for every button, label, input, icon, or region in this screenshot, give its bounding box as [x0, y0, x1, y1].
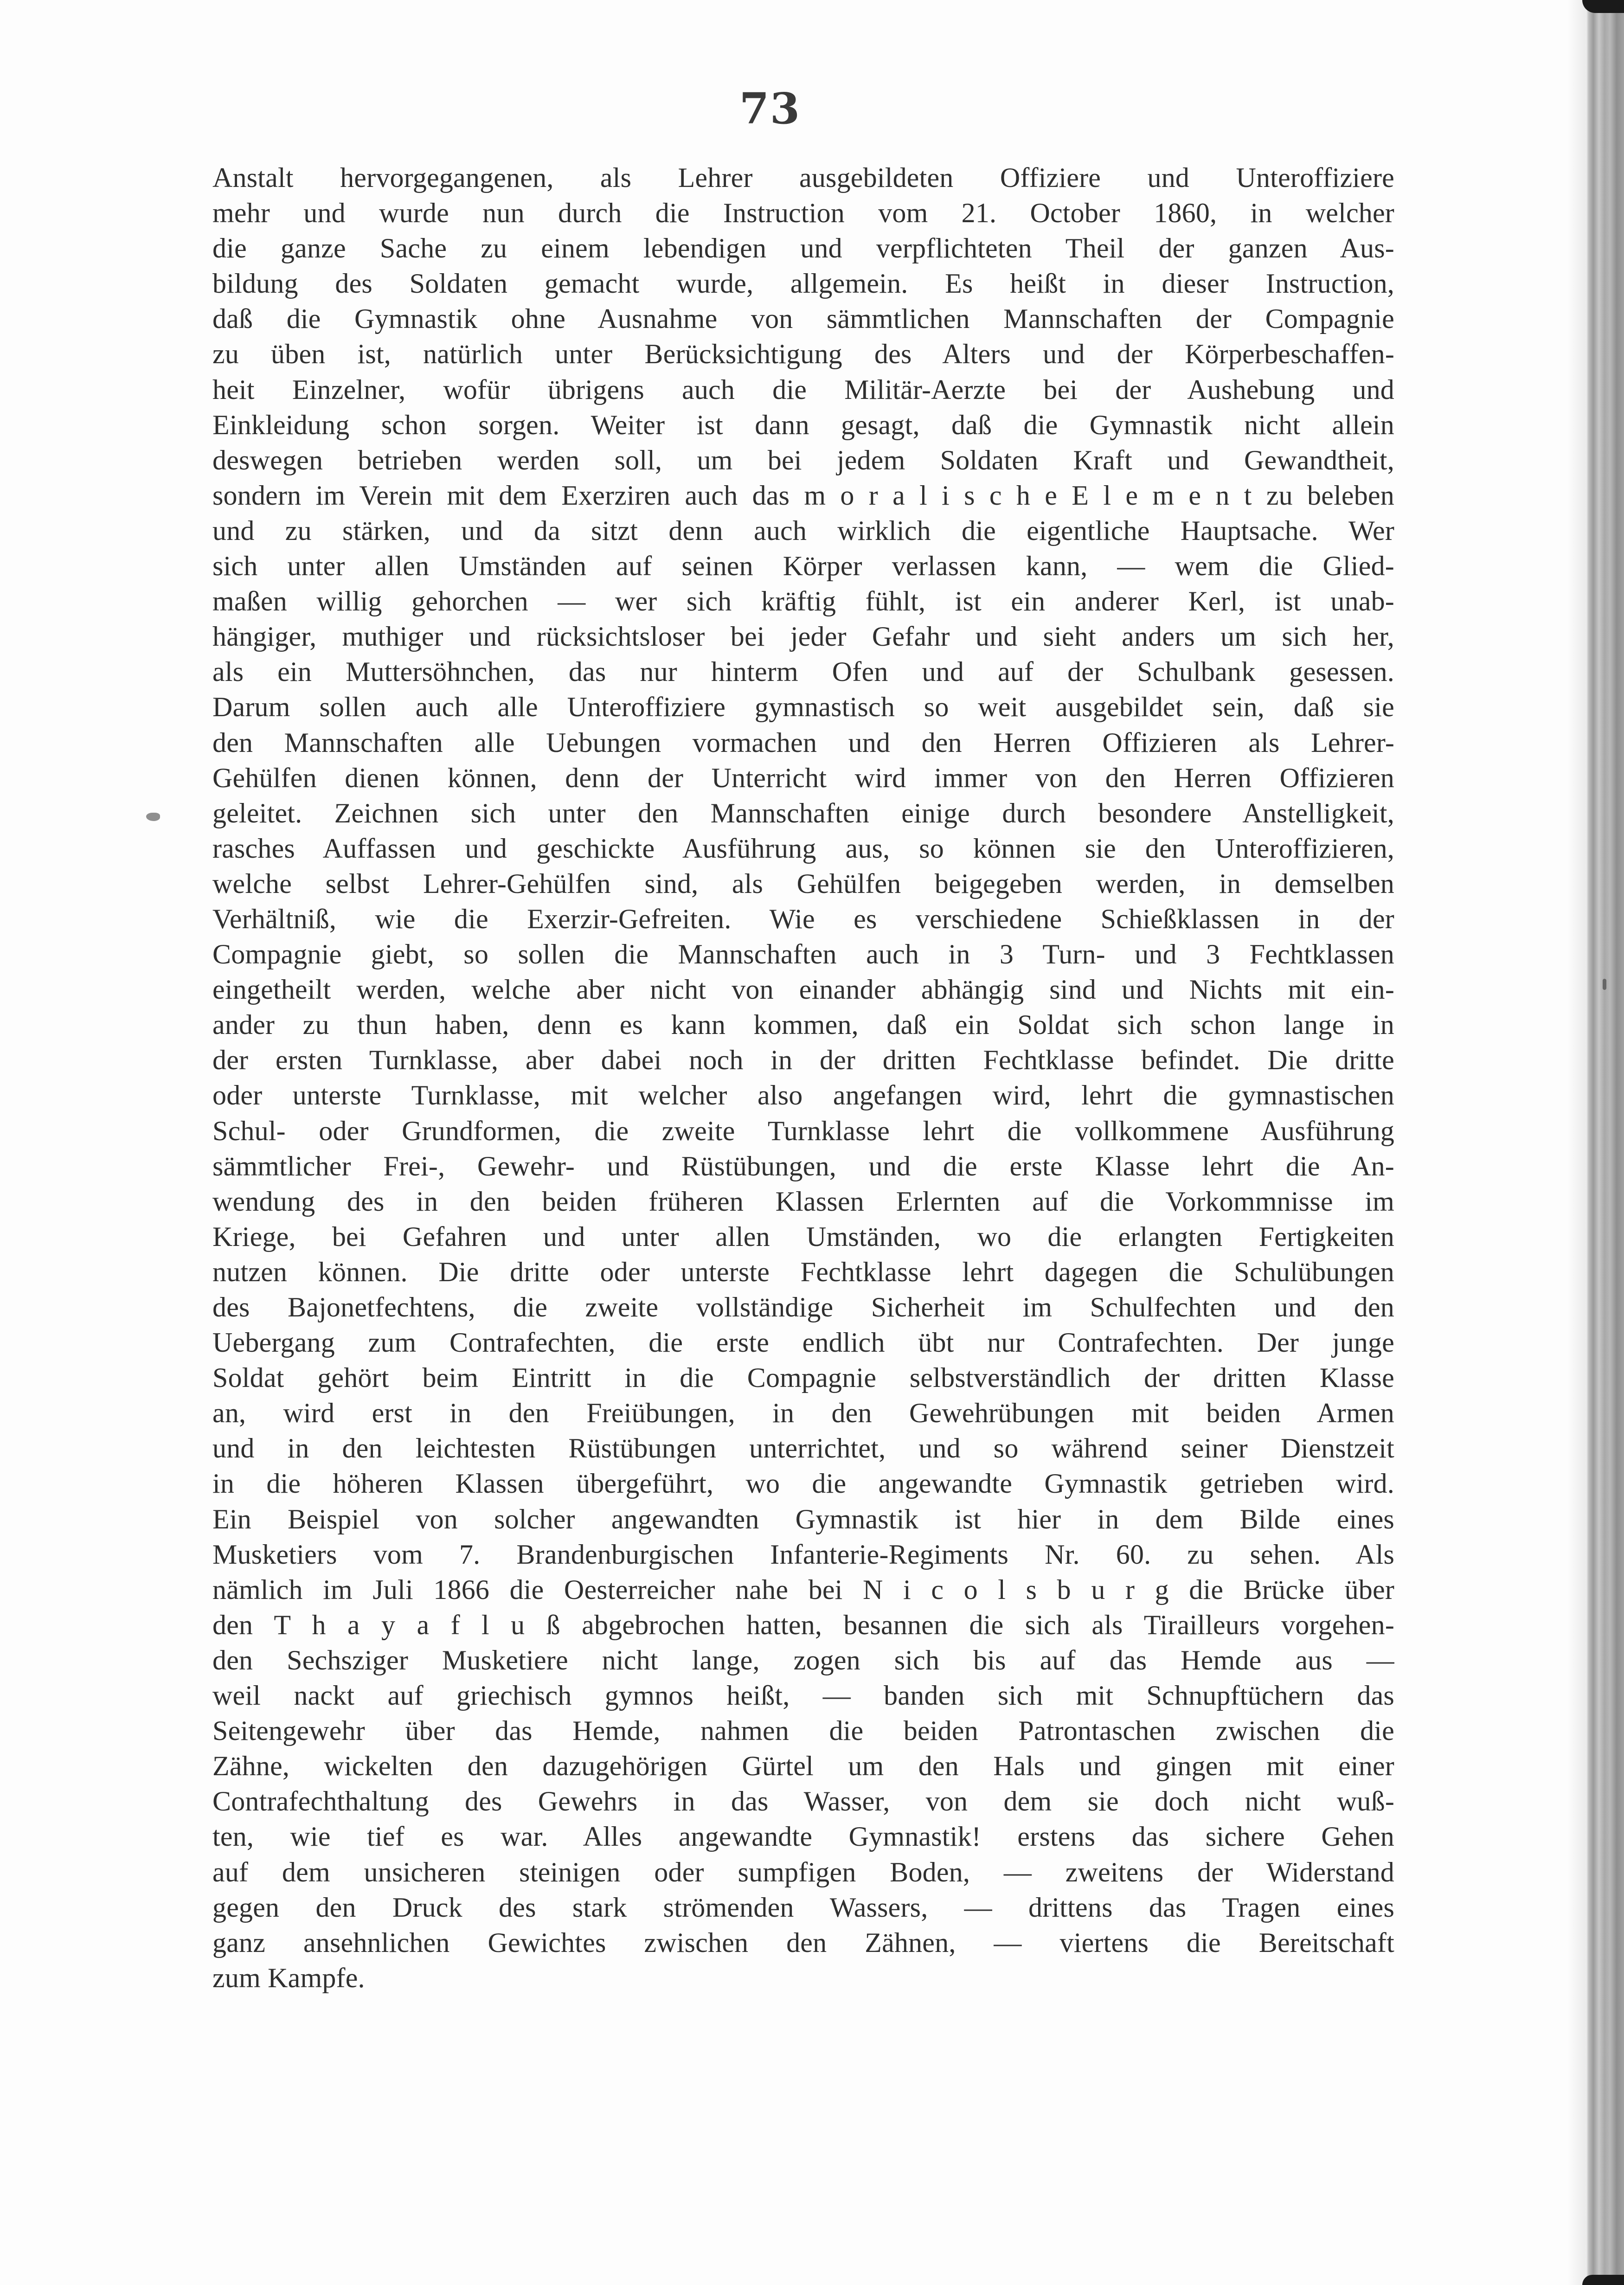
text-line: mehr und wurde nun durch die Instruction vom 21. October 1860, in welcher — [212, 198, 1394, 229]
scan-corner-top — [1582, 0, 1624, 13]
text-line: daß die Gymnastik ohne Ausnahme von sämmtlichen Mannschaften der Compagnie — [212, 303, 1394, 334]
text-line: maßen willig gehorchen — wer sich kräftig fühlt, ist ein anderer Kerl, ist unab- — [212, 586, 1394, 617]
text-line: sämmtlicher Frei-, Gewehr- und Rüstübungen, und die erste Klasse lehrt die An- — [212, 1150, 1394, 1181]
page-edge-shadow — [1567, 0, 1586, 2285]
text-line: geleitet. Zeichnen sich unter den Mannschaften einige durch besondere Anstelligkeit, — [212, 797, 1394, 828]
text-line: Uebergang zum Contrafechten, die erste endlich übt nur Contrafechten. Der junge — [212, 1327, 1394, 1358]
text-line: eingetheilt werden, welche aber nicht von einander abhängig sind und Nichts mit ein- — [212, 974, 1394, 1005]
text-line: des Bajonetfechtens, die zweite vollständige Sicherheit im Schulfechten und den — [212, 1292, 1394, 1322]
text-line: hängiger, muthiger und rücksichtsloser bei jeder Gefahr und sieht anders um sich her, — [212, 621, 1394, 652]
text-line: Musketiers vom 7. Brandenburgischen Infanterie-Regiments Nr. 60. zu sehen. Als — [212, 1539, 1394, 1570]
text-line: der ersten Turnklasse, aber dabei noch in der dritten Fechtklasse befindet. Die dritte — [212, 1045, 1394, 1076]
text-line: Anstalt hervorgegangenen, als Lehrer ausgebildeten Offiziere und Unteroffiziere — [212, 162, 1394, 193]
text-line: und zu stärken, und da sitzt denn auch wirklich die eigentliche Hauptsache. Wer — [212, 515, 1394, 546]
text-line: heit Einzelner, wofür übrigens auch die Militär-Aerzte bei der Aushebung und — [212, 374, 1394, 405]
text-line: oder unterste Turnklasse, mit welcher also angefangen wird, lehrt die gymnastischen — [212, 1080, 1394, 1111]
text-line: nutzen können. Die dritte oder unterste Fechtklasse lehrt dagegen die Schulübungen — [212, 1256, 1394, 1287]
text-line: als ein Muttersöhnchen, das nur hinterm Ofen und auf der Schulbank gesessen. — [212, 656, 1394, 687]
text-line: rasches Auffassen und geschickte Ausführung aus, so können sie den Unteroffizieren, — [212, 833, 1394, 864]
text-line: Kriege, bei Gefahren und unter allen Umständen, wo die erlangten Fertigkeiten — [212, 1221, 1394, 1252]
text-line: gegen den Druck des stark strömenden Wassers, — drittens das Tragen eines — [212, 1892, 1394, 1923]
text-line: Seitengewehr über das Hemde, nahmen die beiden Patrontaschen zwischen die — [212, 1715, 1394, 1746]
text-line: sich unter allen Umständen auf seinen Körper verlassen kann, — wem die Glied- — [212, 551, 1394, 582]
text-line: Gehülfen dienen können, denn der Unterricht wird immer von den Herren Offizieren — [212, 762, 1394, 793]
text-line: Schul- oder Grundformen, die zweite Turnklasse lehrt die vollkommene Ausführung — [212, 1115, 1394, 1146]
text-line: Verhältniß, wie die Exerzir-Gefreiten. Wie es verschiedene Schießklassen in der — [212, 903, 1394, 934]
text-line: den Mannschaften alle Uebungen vormachen und den Herren Offizieren als Lehrer- — [212, 727, 1394, 758]
text-line: Darum sollen auch alle Unteroffiziere gymnastisch so weit ausgebildet sein, daß sie — [212, 692, 1394, 723]
text-line: Compagnie giebt, so sollen die Mannschaften auch in 3 Turn- und 3 Fechtklassen — [212, 939, 1394, 970]
edge-spot-mark — [1603, 979, 1606, 990]
text-line: wendung des in den beiden früheren Klassen Erlernten auf die Vorkommnisse im — [212, 1186, 1394, 1217]
text-line: den Sechsziger Musketiere nicht lange, zogen sich bis auf das Hemde aus — — [212, 1644, 1394, 1675]
text-line: an, wird erst in den Freiübungen, in den Gewehrübungen mit beiden Armen — [212, 1398, 1394, 1429]
text-line: zum Kampfe. — [212, 1962, 365, 1993]
text-line: den T h a y a f l u ß abgebrochen hatten, besannen die sich als Tirailleurs vorgehen- — [212, 1609, 1394, 1640]
text-line: Contrafechthaltung des Gewehrs in das Wasser, von dem sie doch nicht wuß- — [212, 1786, 1394, 1817]
text-line: die ganze Sache zu einem lebendigen und verpflichteten Theil der ganzen Aus- — [212, 233, 1394, 264]
scan-corner-bottom — [1582, 2275, 1624, 2285]
text-line: und in den leichtesten Rüstübungen unterrichtet, und so während seiner Dienstzeit — [212, 1433, 1394, 1464]
page-number: 73 — [739, 83, 801, 134]
book-edge-strip — [1586, 0, 1624, 2285]
text-line: ander zu thun haben, denn es kann kommen, daß ein Soldat sich schon lange in — [212, 1009, 1394, 1040]
text-line: Soldat gehört beim Eintritt in die Compagnie selbstverständlich der dritten Klasse — [212, 1362, 1394, 1393]
text-line: Ein Beispiel von solcher angewandten Gymnastik ist hier in dem Bilde eines — [212, 1503, 1394, 1534]
text-line: sondern im Verein mit dem Exerziren auch das m o r a l i s c h e E l e m e n t zu beleben — [212, 480, 1394, 511]
text-line: Zähne, wickelten den dazugehörigen Gürtel um den Hals und gingen mit einer — [212, 1751, 1394, 1782]
text-line: weil nackt auf griechisch gymnos heißt, — banden sich mit Schnupftüchern das — [212, 1680, 1394, 1711]
body-text — [212, 160, 1394, 1996]
text-line: welche selbst Lehrer-Gehülfen sind, als Gehülfen beigegeben werden, in demselben — [212, 868, 1394, 899]
text-line: zu üben ist, natürlich unter Berücksichtigung des Alters und der Körperbeschaffen- — [212, 339, 1394, 370]
text-line: ten, wie tief es war. Alles angewandte Gymnastik! erstens das sichere Gehen — [212, 1821, 1394, 1852]
text-line: deswegen betrieben werden soll, um bei jedem Soldaten Kraft und Gewandtheit, — [212, 444, 1394, 475]
text-line: in die höheren Klassen übergeführt, wo die angewandte Gymnastik getrieben wird. — [212, 1468, 1394, 1499]
text-line: nämlich im Juli 1866 die Oesterreicher nahe bei N i c o l s b u r g die Brücke über — [212, 1574, 1394, 1605]
text-line: ganz ansehnlichen Gewichtes zwischen den Zähnen, — viertens die Bereitschaft — [212, 1927, 1394, 1958]
text-line: Einkleidung schon sorgen. Weiter ist dann gesagt, daß die Gymnastik nicht allein — [212, 409, 1394, 440]
text-line: bildung des Soldaten gemacht wurde, allgemein. Es heißt in dieser Instruction, — [212, 268, 1394, 299]
text-line: auf dem unsicheren steinigen oder sumpfigen Boden, — zweitens der Widerstand — [212, 1856, 1394, 1887]
ink-spot-mark — [146, 813, 160, 821]
